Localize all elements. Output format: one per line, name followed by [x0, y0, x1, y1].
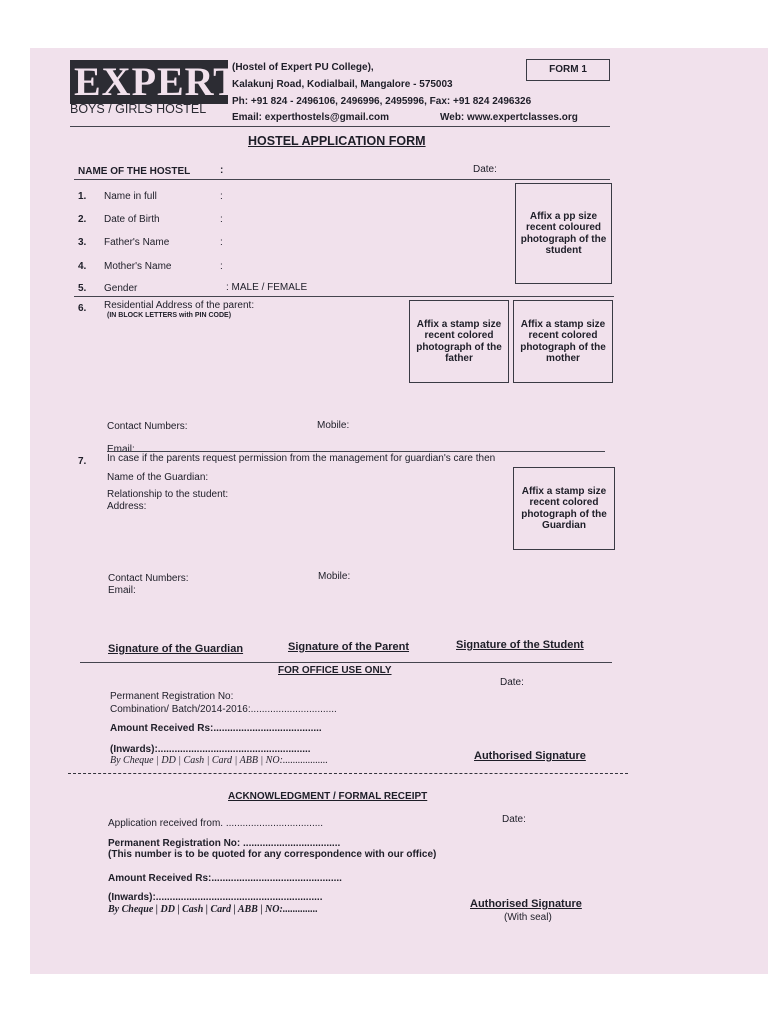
hostel-date-label: Date: [473, 164, 497, 175]
guardian-mobile-label: Mobile: [318, 571, 351, 582]
field-number: 5. [78, 283, 87, 294]
hostel-name-field[interactable] [74, 179, 610, 180]
logo-wordmark: EXPERT [70, 60, 228, 104]
father-photo-box[interactable] [409, 300, 509, 383]
student-signature-label: Signature of the Student [456, 639, 584, 651]
form-tag-box [526, 59, 610, 81]
field-number: 7. [78, 456, 87, 467]
ack-heading: ACKNOWLEDGMENT / FORMAL RECEIPT [228, 791, 428, 802]
ack-amount: Amount Received Rs:............................................... [108, 873, 342, 884]
ack-authorised-signature: Authorised Signature [470, 898, 582, 910]
logo-subtitle: BOYS / GIRLS HOSTEL [70, 102, 207, 116]
field-number: 6. [78, 303, 87, 314]
form-tag: FORM 1 [549, 64, 587, 76]
field-number: 3. [78, 237, 87, 248]
guardian-signature-label: Signature of the Guardian [108, 643, 244, 655]
header-rule [70, 126, 610, 127]
cut-line [68, 773, 628, 774]
guardian-relationship-label: Relationship to the student: [107, 489, 229, 500]
father-name-label: Father's Name [104, 237, 170, 248]
header-phone: Ph: +91 824 - 2496106, 2496996, 2495996, Fax: +91 824 2496326 [232, 96, 532, 107]
office-use-heading: FOR OFFICE USE ONLY [278, 665, 392, 676]
father-photo-instruction: Affix a stamp size recent colored photograph of the father [416, 318, 502, 364]
email-field[interactable] [107, 451, 605, 452]
office-inwards: (Inwards):....................................................... [110, 744, 311, 755]
gender-rule [74, 296, 614, 297]
expert-logo [70, 59, 241, 116]
office-combination: Combination/ Batch/2014-2016:............................... [110, 704, 337, 715]
father-name-input[interactable]: : [220, 237, 223, 248]
signature-rule [80, 662, 612, 663]
field-number: 2. [78, 214, 87, 225]
parent-address-label: Residential Address of the parent: [104, 300, 255, 311]
form-sheet [30, 48, 768, 974]
ack-date-label: Date: [502, 814, 526, 825]
ack-payment-modes: By Cheque | DD | Cash | Card | ABB | NO:.............. [108, 904, 318, 915]
dob-label: Date of Birth [104, 214, 160, 225]
gender-options[interactable]: : MALE / FEMALE [226, 282, 308, 293]
email-label: Email: [107, 444, 135, 455]
mother-name-input[interactable]: : [220, 261, 223, 272]
office-amount: Amount Received Rs:....................................... [110, 723, 322, 734]
guardian-photo-instruction: Affix a stamp size recent colored photograph of the Guardian [521, 485, 607, 531]
address-note: (IN BLOCK LETTERS with PIN CODE) [107, 312, 232, 319]
guardian-contact-label: Contact Numbers: [108, 573, 189, 584]
contact-numbers-label: Contact Numbers: [107, 421, 188, 432]
office-date-label: Date: [500, 677, 524, 688]
field-number: 4. [78, 261, 87, 272]
gender-label: Gender [104, 283, 138, 294]
mother-photo-instruction: Affix a stamp size recent colored photograph of the mother [520, 318, 606, 364]
hostel-name-label: NAME OF THE HOSTEL [78, 166, 191, 177]
header-web: Web: www.expertclasses.org [440, 112, 578, 123]
guardian-intro: In case if the parents request permission from the management for guardian's care then [107, 453, 496, 464]
header-line1: (Hostel of Expert PU College), [232, 62, 374, 73]
office-perm-reg: Permanent Registration No: [110, 691, 234, 702]
hostel-name-colon: : [220, 165, 224, 176]
full-name-label: Name in full [104, 191, 157, 202]
guardian-name-label: Name of the Guardian: [107, 472, 209, 483]
ack-note: (This number is to be quoted for any correspondence with our office) [108, 849, 437, 860]
ack-perm-reg: Permanent Registration No: ................................... [108, 838, 341, 849]
office-payment-modes: By Cheque | DD | Cash | Card | ABB | NO:.................. [110, 755, 328, 766]
form-title: HOSTEL APPLICATION FORM [248, 134, 426, 148]
mother-name-label: Mother's Name [104, 261, 172, 272]
ack-inwards: (Inwards):............................................................ [108, 892, 323, 903]
student-photo-instruction: Affix a pp size recent coloured photograph of the student [520, 210, 607, 256]
header-email: Email: experthostels@gmail.com [232, 112, 390, 123]
ack-with-seal: (With seal) [504, 912, 552, 923]
guardian-address-label: Address: [107, 501, 147, 512]
ack-received-from: Application received from. ................................... [108, 818, 324, 829]
header-address: Kalakunj Road, Kodialbail, Mangalore - 575003 [232, 79, 453, 90]
mother-photo-box[interactable] [513, 300, 613, 383]
field-number: 1. [78, 191, 87, 202]
mobile-label: Mobile: [317, 420, 350, 431]
student-photo-box[interactable] [515, 183, 612, 284]
parent-signature-label: Signature of the Parent [288, 641, 410, 653]
dob-input[interactable]: : [220, 214, 223, 225]
full-name-input[interactable]: : [220, 191, 223, 202]
guardian-email-label: Email: [108, 585, 136, 596]
office-authorised-signature: Authorised Signature [474, 750, 586, 762]
guardian-photo-box[interactable] [513, 467, 615, 550]
